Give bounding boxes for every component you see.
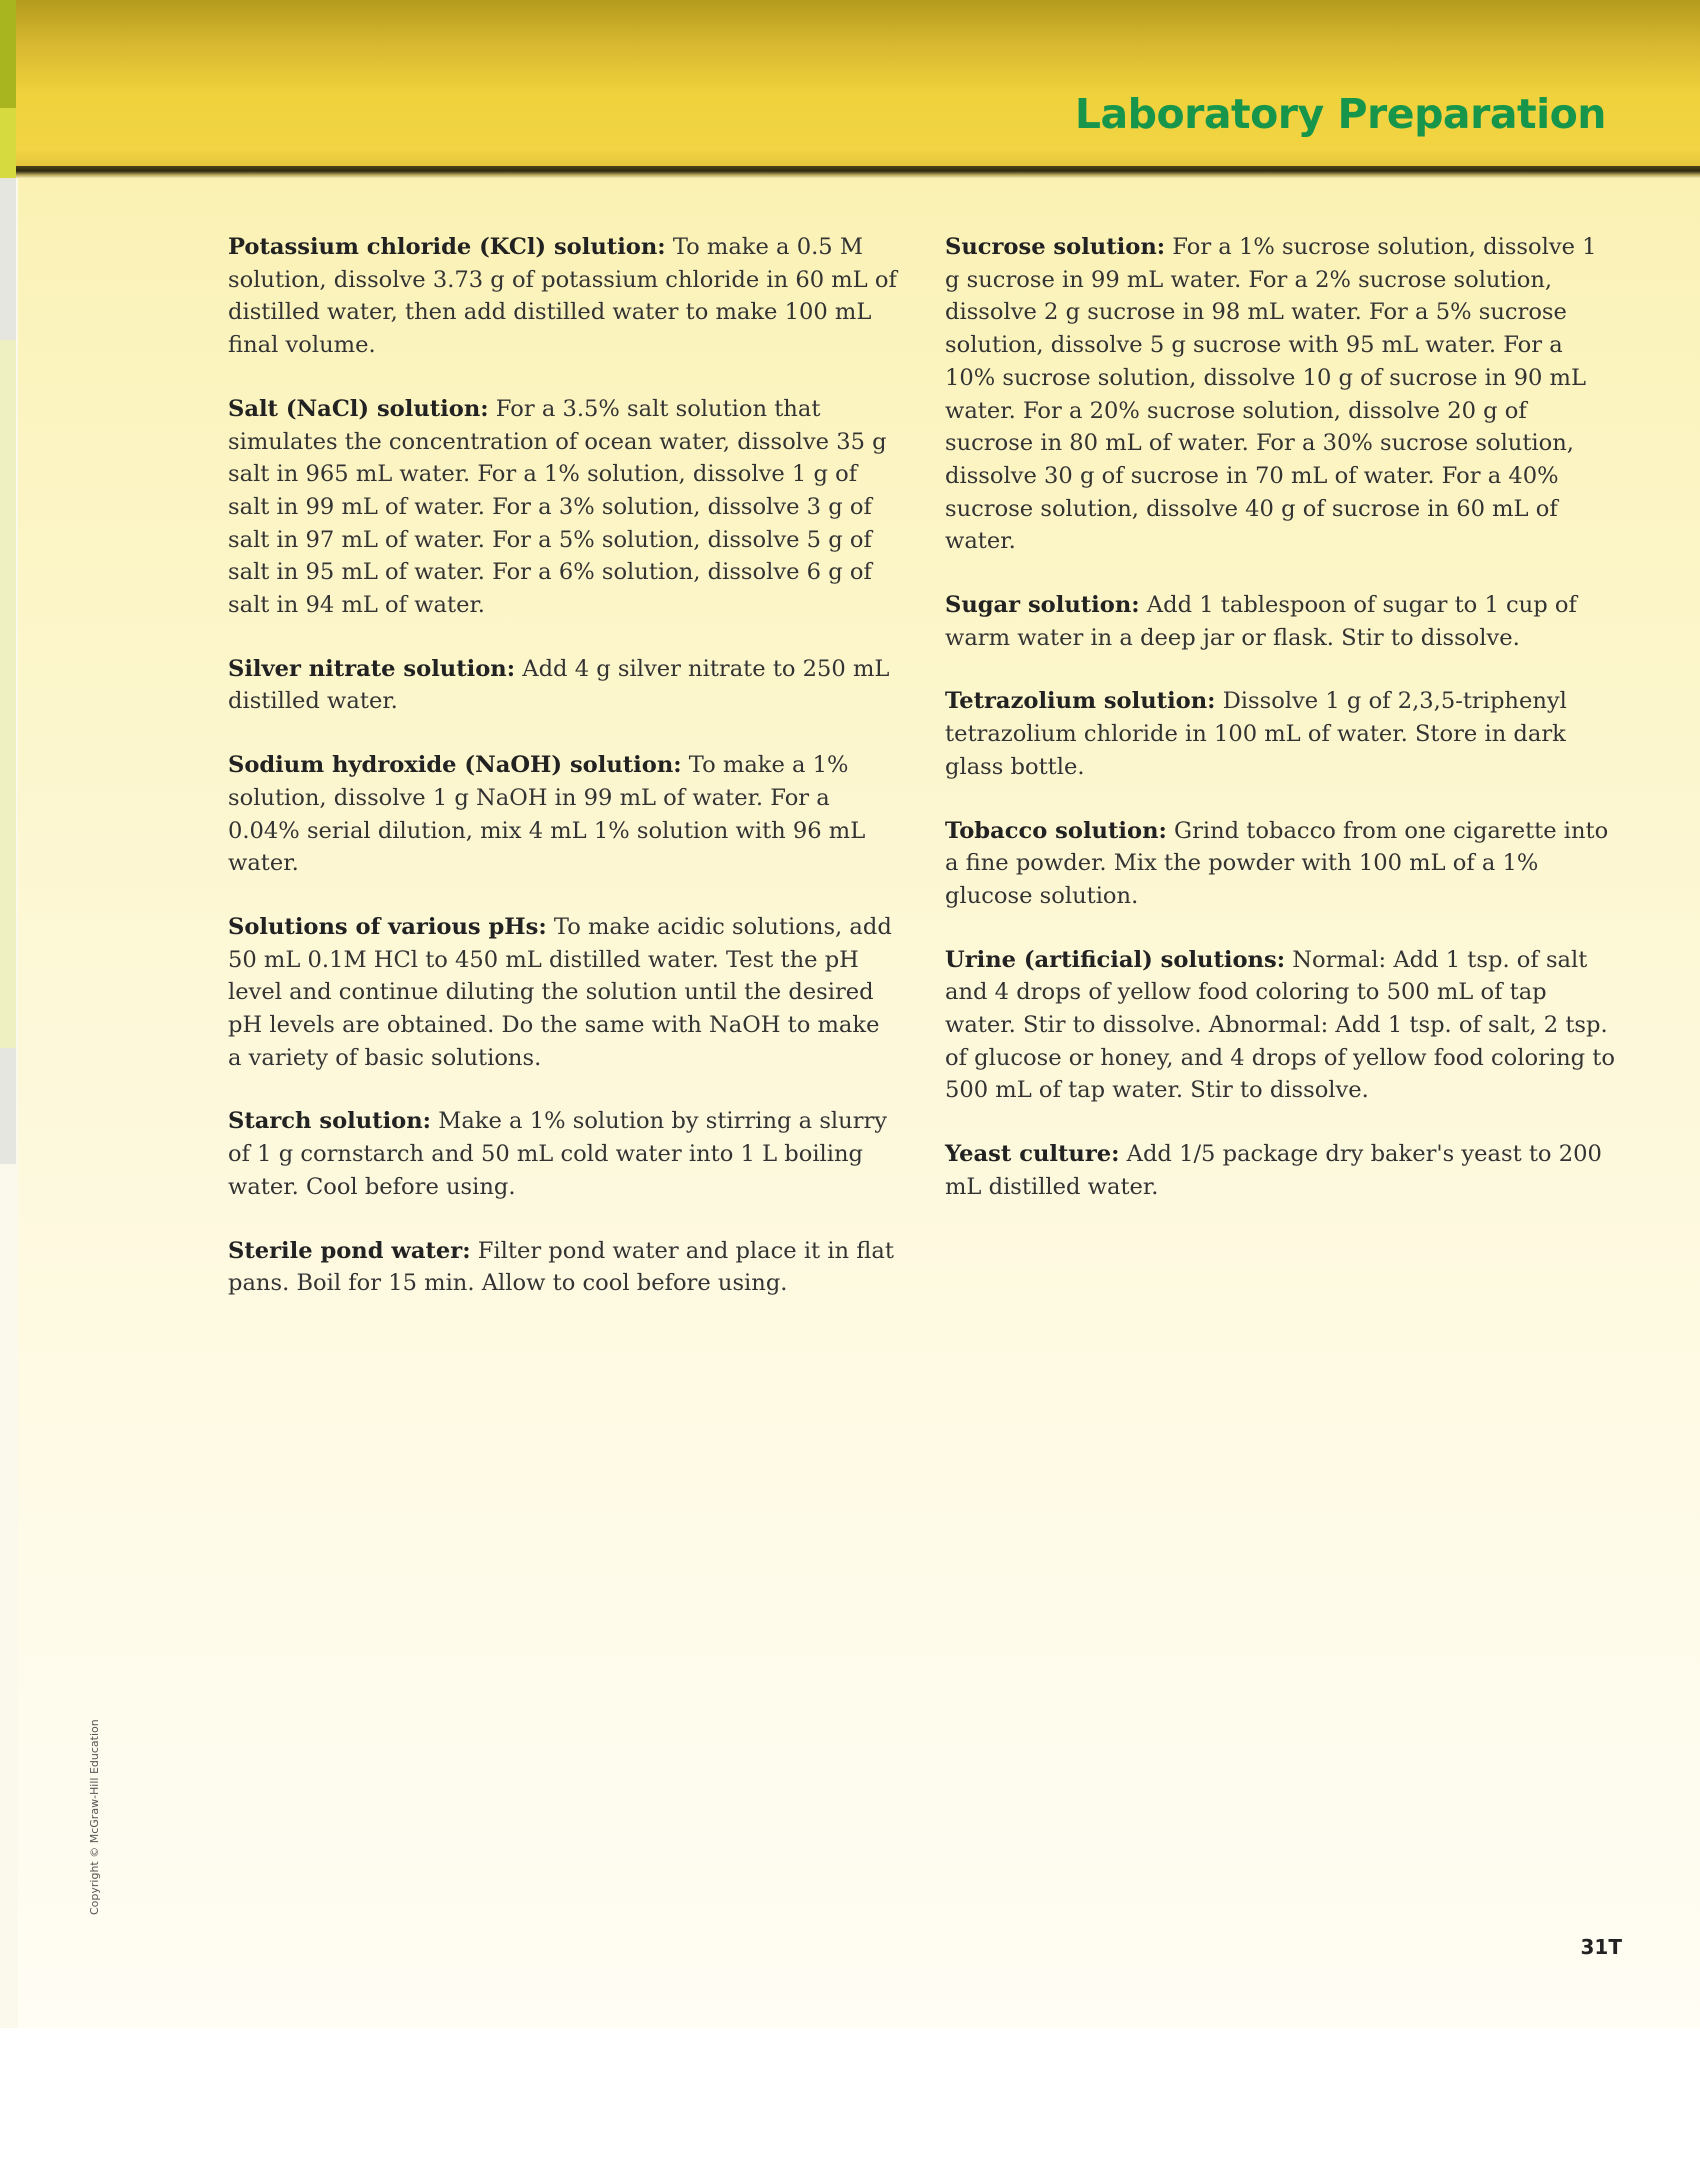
entry-text: Make a 1% solution by stirring a slurry of 1 g cornstarch and 50 mL cold water into 1 L boiling water. Cool before using. xyxy=(228,1108,888,1200)
entry xyxy=(945,944,1615,1108)
entry-term: Urine (artificial) solutions: xyxy=(945,946,1286,973)
entry-text: Add 4 g silver nitrate to 250 mL distilled water. xyxy=(228,655,890,715)
entry xyxy=(228,393,898,622)
entry-term: Silver nitrate solution: xyxy=(228,655,516,682)
entry-text: Filter pond water and place it in flat pans. Boil for 15 min. Allow to cool before using. xyxy=(228,1237,894,1297)
entry xyxy=(228,749,898,880)
copyright-notice: Copyright © McGraw-Hill Education xyxy=(88,1719,101,1915)
entry-text: To make a 0.5 M solution, dissolve 3.73 g of potassium chloride in 60 mL of distilled water, then add distilled water to make 100 mL final volume. xyxy=(228,234,897,359)
entry xyxy=(945,685,1615,783)
entry-term: Yeast culture: xyxy=(945,1141,1120,1168)
edge-tab xyxy=(0,1048,16,1164)
entry xyxy=(945,1138,1615,1203)
entry xyxy=(228,653,898,718)
entry-term: Sodium hydroxide (NaOH) solution: xyxy=(228,752,682,779)
entry xyxy=(228,231,898,362)
entry-term: Potassium chloride (KCl) solution: xyxy=(228,234,666,260)
entry-text: For a 1% sucrose solution, dissolve 1 g sucrose in 99 mL water. For a 2% sucrose solution, dissolve 2 g sucrose in 98 mL water. For a 5% sucrose solution, dissolve 5 g sucrose with 95 mL water. For a 10% sucrose solution, dissolve 10 g of sucrose in 90 mL water. For a 20% sucrose solution, dissolve 20 g of sucrose in 80 mL of water. For a 30% sucrose solution, dissolve 30 g of sucrose in 70 mL of water. For a 40% sucrose solution, dissolve 40 g of sucrose in 60 mL of water. xyxy=(945,234,1597,555)
edge-tab xyxy=(0,178,16,340)
entry-text: Normal: Add 1 tsp. of salt and 4 drops of yellow food coloring to 500 mL of tap water. Stir to dissolve. Abnormal: Add 1 tsp. of salt, 2 tsp. of glucose or honey, and 4 drops of yellow food coloring to 500 mL of tap water. Stir to dissolve. xyxy=(945,946,1615,1104)
edge-tab xyxy=(0,108,16,178)
page-title: Laboratory Preparation xyxy=(1074,90,1606,138)
entry-text: For a 3.5% salt solution that simulates the concentration of ocean water, dissolve 35 g salt in 965 mL water. For a 1% solution, dissolve 1 g of salt in 99 mL of water. For a 3% solution, dissolve 3 g of salt in 97 mL of water. For a 5% solution, dissolve 5 g of salt in 95 mL of water. For a 6% solution, dissolve 6 g of salt in 94 mL of water. xyxy=(228,395,887,619)
entry-text: To make acidic solutions, add 50 mL 0.1M HCl to 450 mL distilled water. Test the pH level and continue diluting the solution until the desired pH levels are obtained. Do the same with NaOH to make a variety of basic solutions. xyxy=(228,913,892,1071)
entry-term: Tobacco solution: xyxy=(945,817,1167,844)
entry-term: Sterile pond water: xyxy=(228,1237,471,1264)
entry xyxy=(945,231,1615,558)
entry-text: Dissolve 1 g of 2,3,5-triphenyl tetrazolium chloride in 100 mL of water. Store in dark glass bottle. xyxy=(945,688,1567,780)
entry xyxy=(228,911,898,1075)
page-number: 31T xyxy=(1580,1935,1622,1959)
entry-term: Solutions of various pHs: xyxy=(228,913,547,940)
entry xyxy=(945,815,1615,913)
entry xyxy=(228,1105,898,1203)
entry-term: Sugar solution: xyxy=(945,592,1140,619)
entry-term: Salt (NaCl) solution: xyxy=(228,395,489,422)
entry-text: Grind tobacco from one cigarette into a fine powder. Mix the powder with 100 mL of a 1% glucose solution. xyxy=(945,817,1609,909)
entry-term: Tetrazolium solution: xyxy=(945,688,1216,715)
header-divider xyxy=(16,166,1700,178)
entry-text: To make a 1% solution, dissolve 1 g NaOH in 99 mL of water. For a 0.04% serial dilution, mix 4 mL 1% solution with 96 mL water. xyxy=(228,752,866,877)
entry xyxy=(228,1235,898,1300)
entry xyxy=(945,589,1615,654)
entry-text: Add 1 tablespoon of sugar to 1 cup of warm water in a deep jar or flask. Stir to dissolve. xyxy=(945,592,1577,651)
right-column xyxy=(945,231,1615,1235)
edge-tab xyxy=(0,340,16,1048)
header-banner xyxy=(16,0,1700,168)
entry-text: Add 1/5 package dry baker's yeast to 200 mL distilled water. xyxy=(945,1141,1602,1200)
left-column xyxy=(228,231,898,1331)
edge-tab xyxy=(0,0,16,108)
entry-term: Sucrose solution: xyxy=(945,234,1166,260)
entry-term: Starch solution: xyxy=(228,1108,432,1135)
